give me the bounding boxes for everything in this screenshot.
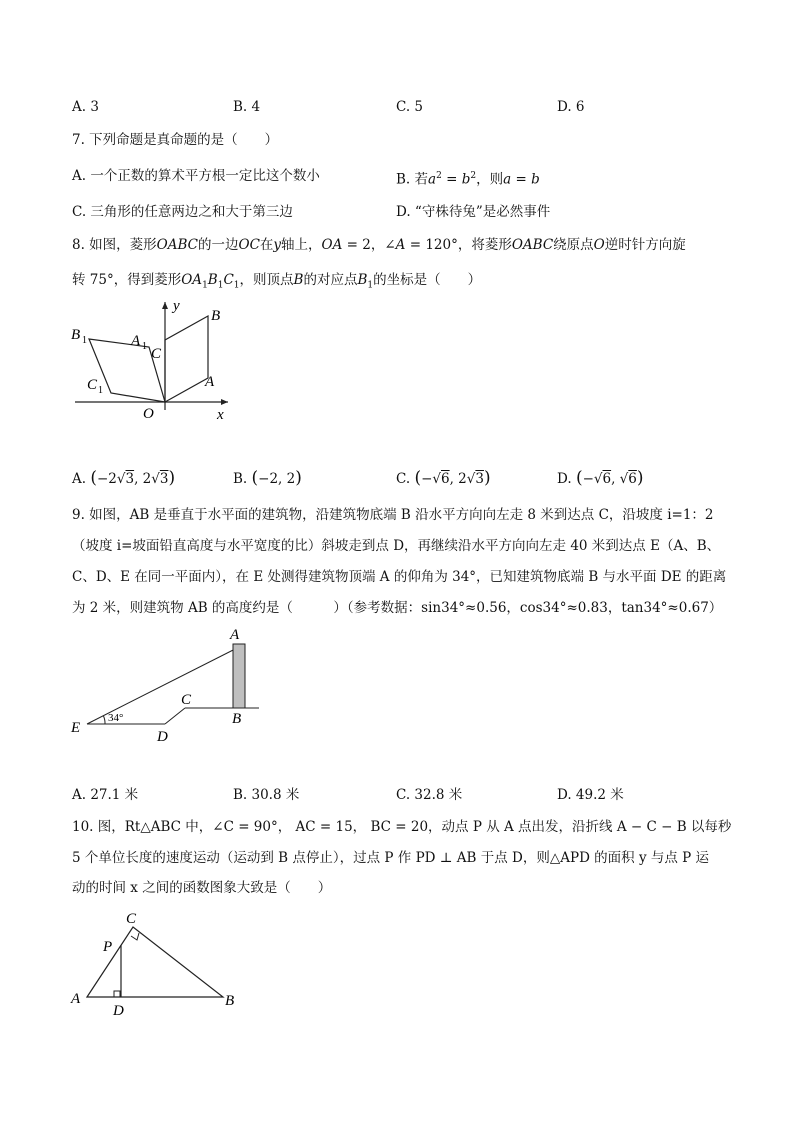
q6-option-b: B. 4 [233,99,261,115]
q9-building-ab [233,644,245,708]
q6-option-d: D. 6 [557,99,585,115]
q8-option-d: D. (−√6, √6) [557,468,644,488]
q10-label-c: C [126,911,137,927]
q9-label-d: D [157,729,168,745]
q9-slope-dc [165,708,185,724]
q7-option-b: B. 若$a^2 = b^2$，则a = b [396,171,540,188]
q9-option-c: C. 32.8 米 [396,787,463,803]
q8-t11: 的对应点 [303,272,358,288]
q8-option-a-letter: A. [72,471,87,487]
q8-stem-line1: 8. 如图，菱形OABC的一边OC在y轴上，OA = 2，∠A = 120°，将菱形OABC绕原点O逆时针方向旋 [72,237,686,253]
q10-label-a: A [71,991,81,1007]
q8-option-b: B. (−2, 2) [233,468,302,488]
q8-t7: 绕原点 [553,237,594,253]
q9-label-c: C [181,692,192,708]
q8-label-b: B [211,308,221,324]
q10-label-d: D [113,1003,124,1017]
q8-t9: 转 75°，得到菱形 [72,272,182,288]
q10-label-p: P [103,939,113,955]
q8-t12: 的坐标是（ ） [373,272,482,288]
q8-label-y: y [173,298,180,314]
q10-stem-line2: 5 个单位长度的速度运动（运动到 B 点停止），过点 P 作 PD ⊥ AB 于点 D，则△APD 的面积 y 与点 P 运 [72,850,710,866]
q8-option-a: A. (−2√3, 2√3) [72,468,176,488]
q8-rhombus-figure [65,292,240,422]
q8-label-c: C [151,346,162,362]
q8-label-a: A [205,374,215,390]
q8-rhombus-oabc [165,316,208,402]
q8-label-o: O [143,406,154,422]
q10-triangle-figure [65,905,245,1017]
q9-option-a: A. 27.1 米 [72,787,139,803]
q10-label-b: B [225,993,235,1009]
q8-t5: ， [370,237,385,253]
q8-x-axis-arrow [221,399,228,405]
q8-label-b1-sub: 1 [82,335,87,346]
q8-option-d-letter: D. [557,471,572,487]
q8-label-b1: B [71,327,81,343]
q8-t2: 的一边 [198,237,239,253]
q10-stem-line3: 动的时间 x 之间的函数图象大致是（ ） [72,880,332,896]
q7-option-c: C. 三角形的任意两边之和大于第三边 [72,204,293,220]
q8-option-b-letter: B. [233,471,248,487]
q10-stem-line1: 10. 图，Rt△ABC 中，∠C = 90°， AC = 15， BC = 20，动点 P 从 A 点出发，沿折线 A − C − B 以每秒 [72,819,732,835]
q10-triangle-abc [87,927,223,997]
q7-stem: 7. 下列命题是真命题的是（ ） [72,132,279,148]
q9-label-e: E [71,720,81,736]
q8-label-a1: A [131,333,141,349]
q6-option-c: C. 5 [396,99,424,115]
q7-option-d: D. “守株待兔”是必然事件 [396,204,551,220]
q10-right-angle-d [114,991,120,997]
q8-t3: 在 [259,237,274,253]
q7-option-b-prefix: B. 若 [396,171,429,188]
q8-option-c-letter: C. [396,471,411,487]
q9-stem-line4: 为 2 米，则建筑物 AB 的高度约是（ ）（参考数据：sin34°≈0.56，cos34°≈0.83，tan34°≈0.67） [72,600,723,616]
q8-t8: 逆时针方向旋 [604,237,686,253]
q8-t10: ，则顶点 [239,272,294,288]
q8-option-c: C. (−√6, 2√3) [396,468,491,488]
q8-stem-line2: 转 75°，得到菱形$OA_1B_1C_1$，则顶点B的对应点$B_1$的坐标是（ ） [72,272,482,291]
q9-label-b: B [232,711,242,727]
q8-label-a1-sub: 1 [142,341,147,352]
q8-label-c1: C [87,377,98,393]
q9-stem-line1: 9. 如图，AB 是垂直于水平面的建筑物，沿建筑物底端 B 沿水平方向向左走 8 米到达点 C，沿坡度 i=1：2 [72,507,714,523]
q8-t1: 8. 如图，菱形 [72,237,157,253]
q8-t6: ，将菱形 [457,237,512,253]
q8-y-axis-arrow [162,302,168,309]
q9-option-d: D. 49.2 米 [557,787,624,803]
q8-label-c1-sub: 1 [98,385,103,396]
q9-stem-line2: （坡度 i=坡面铅直高度与水平宽度的比）斜坡走到点 D，再继续沿水平方向向左走 40 米到达点 E（A、B、 [72,538,721,554]
q9-angle-arc [104,716,106,724]
q8-label-x: x [217,407,224,422]
q10-right-angle-c [131,933,139,940]
q9-label-angle: 34° [108,712,124,724]
q9-option-b: B. 30.8 米 [233,787,300,803]
q9-building-figure [65,624,275,748]
q9-label-a: A [230,627,240,643]
q7-option-a: A. 一个正数的算术平方根一定比这个数小 [72,168,320,184]
q9-stem-line3: C、D、E 在同一平面内），在 E 处测得建筑物顶端 A 的仰角为 34°，已知建筑物底端 B 与水平面 DE 的距离 [72,569,727,585]
q8-t4: 轴上， [281,237,322,253]
q6-option-a: A. 3 [72,99,99,115]
q7-option-b-mid: ，则 [476,171,504,188]
